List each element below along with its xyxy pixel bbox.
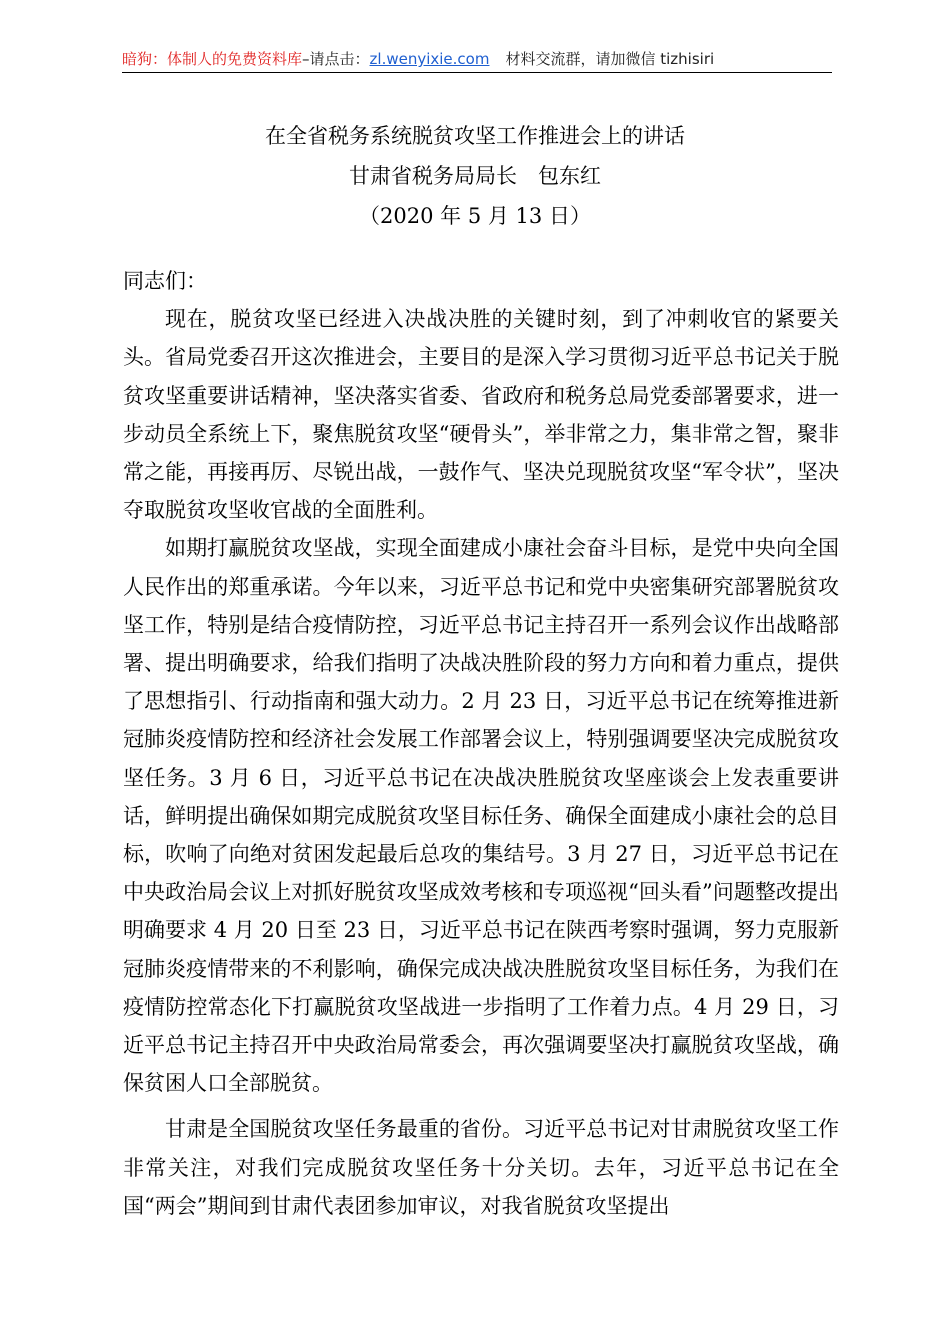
paragraph: 现在，脱贫攻坚已经进入决战决胜的关键时刻，到了冲刺收官的紧要关头。省局党委召开这次推进会，主要目的是深入学习贯彻习近平总书记关于脱贫攻坚重要讲话精神，坚决落实省委、省政府和税务总局党委部署要求，进一步动员全系统上下，聚焦脱贫攻坚“硬骨头”，举非常之力，集非常之智，聚非常之能，再接再厉、尽锐出战，一鼓作气、坚决兑现脱贫攻坚“军令状”，坚决夺取脱贫攻坚收官战的全面胜利。 <box>123 307 839 523</box>
header-prompt: –请点击： <box>302 50 370 68</box>
header-note: 材料交流群，请加微信 tizhisiri <box>505 50 715 68</box>
document-body <box>123 262 839 1225</box>
header-brand: 暗狗：体制人的免费资料库 <box>122 50 303 68</box>
document-author: 甘肃省税务局局长 包东红 <box>349 164 601 188</box>
paragraph: 如期打赢脱贫攻坚战，实现全面建成小康社会奋斗目标，是党中央向全国人民作出的郑重承诺。今年以来，习近平总书记和党中央密集研究部署脱贫攻坚工作，特别是结合疫情防控，习近平总书记主持召开一系列会议作出战略部署、提出明确要求，给我们指明了决战决胜阶段的努力方向和着力重点，提供了思想指引、行动指南和强大动力。2 月 23 日，习近平总书记在统筹推进新冠肺炎疫情防控和经济社会发展工作部署会议上，特别强调要坚决完成脱贫攻坚任务。3 月 6 日，习近平总书记在决战决胜脱贫攻坚座谈会上发表重要讲话，鲜明提出确保如期完成脱贫攻坚目标任务、确保全面建成小康社会的总目标，吹响了向绝对贫困发起最后总攻的集结号。3 月 27 日，习近平总书记在中央政治局会议上对抓好脱贫攻坚成效考核和专项巡视“回头看”问题整改提出明确要求 4 月 20 日至 23 日，习近平总书记在陕西考察时强调，努力克服新冠肺炎疫情带来的不利影响，确保完成决战决胜脱贫攻坚目标任务，为我们在疫情防控常态化下打赢脱贫攻坚战进一步指明了工作着力点。4 月 29 日，习近平总书记主持召开中央政治局常委会，再次强调要坚决打赢脱贫攻坚战，确保贫困人口全部脱贫。 <box>123 536 839 1096</box>
document-header <box>122 47 832 71</box>
salutation: 同志们： <box>123 269 207 293</box>
paragraph: 甘肃是全国脱贫攻坚任务最重的省份。习近平总书记对甘肃脱贫攻坚工作非常关注，对我们完成脱贫攻坚任务十分关切。去年，习近平总书记在全国“两会”期间到甘肃代表团参加审议，对我省脱贫攻坚提出 <box>123 1117 839 1218</box>
header-link[interactable]: zl.wenyixie.com <box>369 50 490 68</box>
document-title: 在全省税务系统脱贫攻坚工作推进会上的讲话 <box>265 124 685 148</box>
title-block <box>0 116 950 236</box>
header-divider <box>122 72 832 73</box>
document-date: （2020 年 5 月 13 日） <box>359 204 591 228</box>
